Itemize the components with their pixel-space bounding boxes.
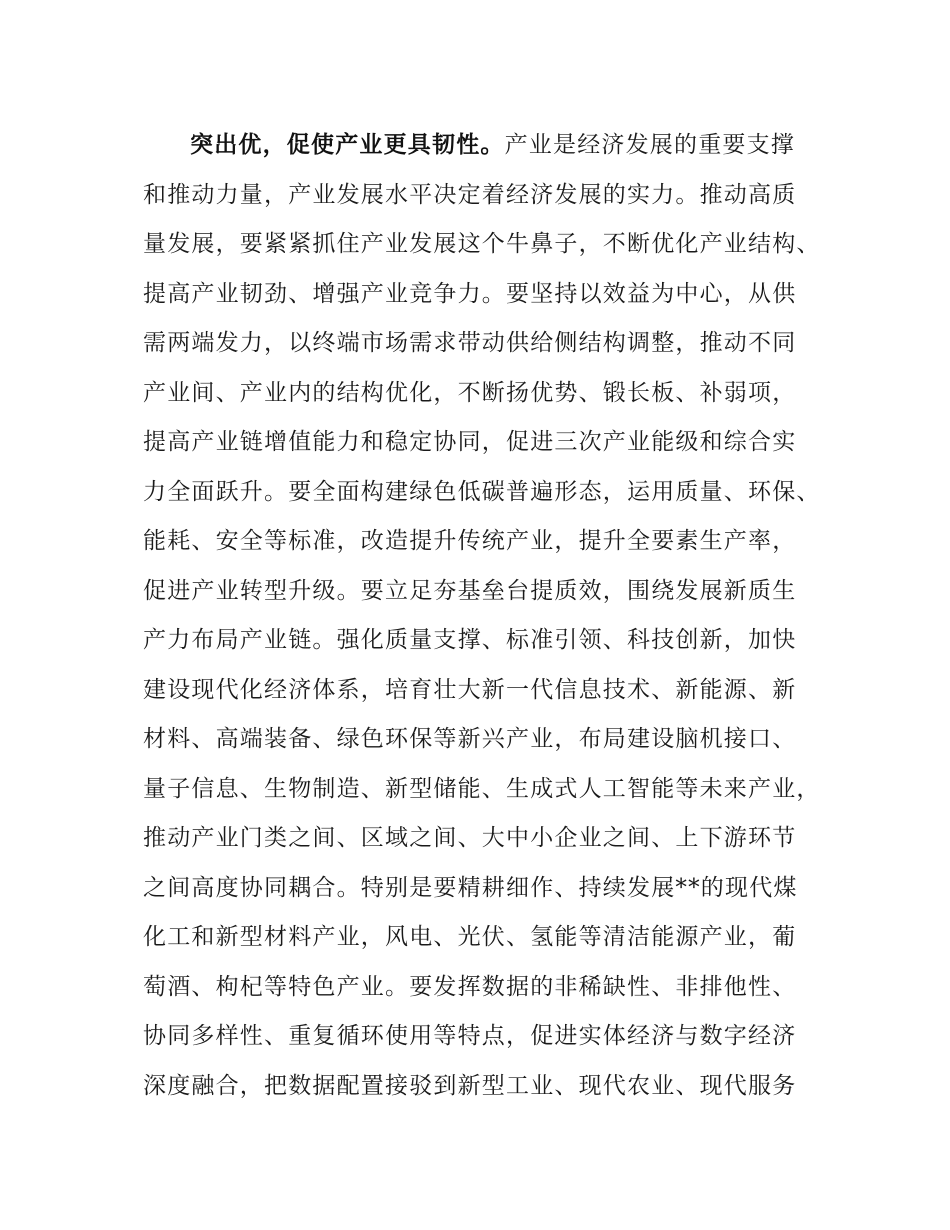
body-paragraph bbox=[143, 121, 843, 1111]
paragraph-line: 推动产业门类之间、区域之间、大中小企业之间、上下游环节 bbox=[143, 825, 797, 851]
paragraph-line: 深度融合，把数据配置接驳到新型工业、现代农业、现代服务 bbox=[143, 1072, 797, 1099]
paragraph-line: 力全面跃升。要全面构建绿色低碳普遍形态，运用质量、环保、 bbox=[143, 478, 821, 505]
paragraph-line: 促进产业转型升级。要立足夯基垒台提质效，围绕发展新质生 bbox=[143, 577, 797, 604]
paragraph-line-text: 产业是经济发展的重要支撑 bbox=[504, 132, 796, 158]
paragraph-line: 之间高度协同耦合。特别是要精耕细作、持续发展**的现代煤 bbox=[143, 874, 798, 901]
paragraph-heading-lead: 突出优，促使产业更具韧性。 bbox=[190, 132, 505, 158]
paragraph-line: 和推动力量，产业发展水平决定着经济发展的实力。推动高质 bbox=[143, 181, 797, 208]
paragraph-line: 萄酒、枸杞等特色产业。要发挥数据的非稀缺性、非排他性、 bbox=[143, 973, 797, 1000]
paragraph-line: 材料、高端装备、绿色环保等新兴产业，布局建设脑机接口、 bbox=[143, 726, 797, 752]
paragraph-line: 提高产业链增值能力和稳定协同，促进三次产业能级和综合实 bbox=[143, 429, 797, 455]
paragraph-line: 能耗、安全等标准，改造提升传统产业，提升全要素生产率， bbox=[143, 528, 797, 554]
paragraph-line: 产业间、产业内的结构优化，不断扬优势、锻长板、补弱项， bbox=[143, 379, 797, 406]
paragraph-line bbox=[143, 121, 843, 171]
paragraph-line: 量子信息、生物制造、新型储能、生成式人工智能等未来产业， bbox=[143, 775, 821, 802]
paragraph-line: 协同多样性、重复循环使用等特点，促进实体经济与数字经济 bbox=[143, 1023, 797, 1049]
paragraph-line: 需两端发力，以终端市场需求带动供给侧结构调整，推动不同 bbox=[143, 330, 797, 356]
paragraph-line: 量发展，要紧紧抓住产业发展这个牛鼻子，不断优化产业结构、 bbox=[143, 231, 821, 257]
paragraph-line: 提高产业韧劲、增强产业竞争力。要坚持以效益为中心，从供 bbox=[143, 280, 797, 307]
paragraph-line: 产力布局产业链。强化质量支撑、标准引领、科技创新，加快 bbox=[143, 627, 797, 653]
paragraph-line: 化工和新型材料产业，风电、光伏、氢能等清洁能源产业，葡 bbox=[143, 924, 797, 950]
paragraph-line: 建设现代化经济体系，培育壮大新一代信息技术、新能源、新 bbox=[143, 676, 797, 703]
